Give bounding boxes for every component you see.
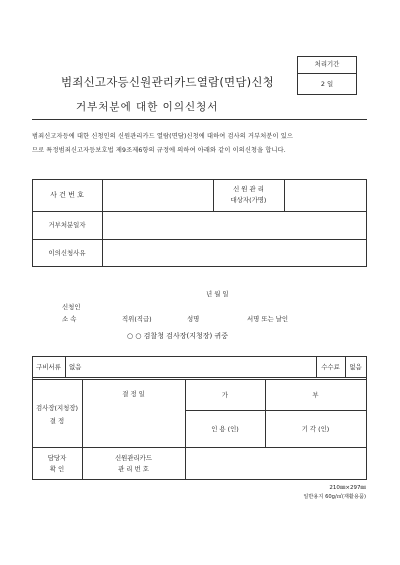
table1-col-line bbox=[366, 179, 367, 267]
affiliation-label: 소 속 bbox=[62, 315, 77, 323]
officer-label-line1: 담당자 bbox=[47, 454, 67, 462]
intro-line-2: 므로 특정범죄신고자등보호법 제9조제6항의 규정에 의하여 아래와 같이 이의신청을 합니다. bbox=[32, 147, 286, 154]
deny-seal[interactable]: 기 각 (인) bbox=[301, 425, 330, 433]
decision-date-field[interactable] bbox=[83, 400, 185, 447]
refusal-date-field[interactable] bbox=[103, 212, 366, 239]
decision-label-line2: 결 정 bbox=[49, 417, 65, 425]
objection-reason-field[interactable] bbox=[103, 240, 366, 266]
fee-label: 수수료 bbox=[321, 363, 340, 371]
addressee: ○ ○ 검찰청 검사장(지청장) 귀중 bbox=[127, 332, 228, 340]
period-box-border bbox=[297, 94, 357, 95]
paper-spec: 일반용지 60g/㎡(재활용품) bbox=[303, 494, 366, 500]
intro-line-1: 범죄신고자등에 대한 신청인의 신원관리카드 열람(면담)신청에 대하여 검사의 거부처분이 있으 bbox=[32, 133, 294, 140]
card-number-field[interactable] bbox=[186, 448, 366, 479]
refusal-date-label: 거부처분일자 bbox=[48, 221, 86, 229]
officer-label-line2: 확 인 bbox=[49, 465, 65, 473]
approve-label: 가 bbox=[221, 391, 229, 399]
card-number-label-line2: 관 리 번 호 bbox=[118, 465, 149, 473]
fee-value: 없음 bbox=[349, 363, 362, 371]
deny-label: 부 bbox=[312, 391, 319, 399]
subject-pseudonym-field[interactable] bbox=[285, 180, 366, 211]
subject-label-line1: 신 원 관 리 bbox=[233, 185, 264, 193]
section-divider bbox=[32, 119, 367, 120]
date-line: 년 월 일 bbox=[206, 290, 229, 298]
processing-period-value: 2 일 bbox=[320, 80, 334, 88]
table1-row-line bbox=[32, 266, 367, 267]
table2-row-line bbox=[185, 410, 367, 411]
form-subtitle: 거부처분에 대한 이의신청서 bbox=[76, 101, 219, 113]
decision-label-line1: 검사장(지청장) bbox=[35, 404, 79, 412]
card-number-label-line1: 신원관리카드 bbox=[114, 454, 153, 462]
processing-period-label: 처리기간 bbox=[314, 60, 340, 68]
form-title: 범죄신고자등신원관리카드열람(면담)신청 bbox=[61, 75, 274, 89]
name-label: 성명 bbox=[187, 315, 200, 323]
table2-col-line bbox=[185, 379, 186, 448]
case-number-field[interactable] bbox=[103, 180, 213, 211]
rank-label: 직위(직급) bbox=[122, 315, 152, 323]
table1-col-line bbox=[213, 179, 214, 212]
paper-size: 210㎜×297㎜ bbox=[329, 485, 366, 491]
subject-label-line2: 대상자(가명) bbox=[230, 196, 267, 204]
period-box-border bbox=[297, 56, 357, 57]
attachments-label: 구비서류 bbox=[36, 363, 61, 371]
attachments-value: 없음 bbox=[69, 363, 82, 371]
applicant-label: 신청인 bbox=[62, 303, 81, 311]
objection-reason-label: 이의신청사유 bbox=[48, 249, 86, 257]
case-number-label: 사 건 번 호 bbox=[50, 191, 84, 199]
decision-date-label: 결 정 일 bbox=[122, 390, 145, 398]
sign-label: 서명 또는 날인 bbox=[247, 315, 289, 323]
table2-col-line bbox=[265, 379, 266, 448]
table2-col-line bbox=[366, 356, 367, 480]
table2-col-line bbox=[65, 356, 66, 378]
period-box-divider bbox=[297, 73, 357, 74]
approve-seal[interactable]: 인 용 (인) bbox=[211, 425, 239, 433]
